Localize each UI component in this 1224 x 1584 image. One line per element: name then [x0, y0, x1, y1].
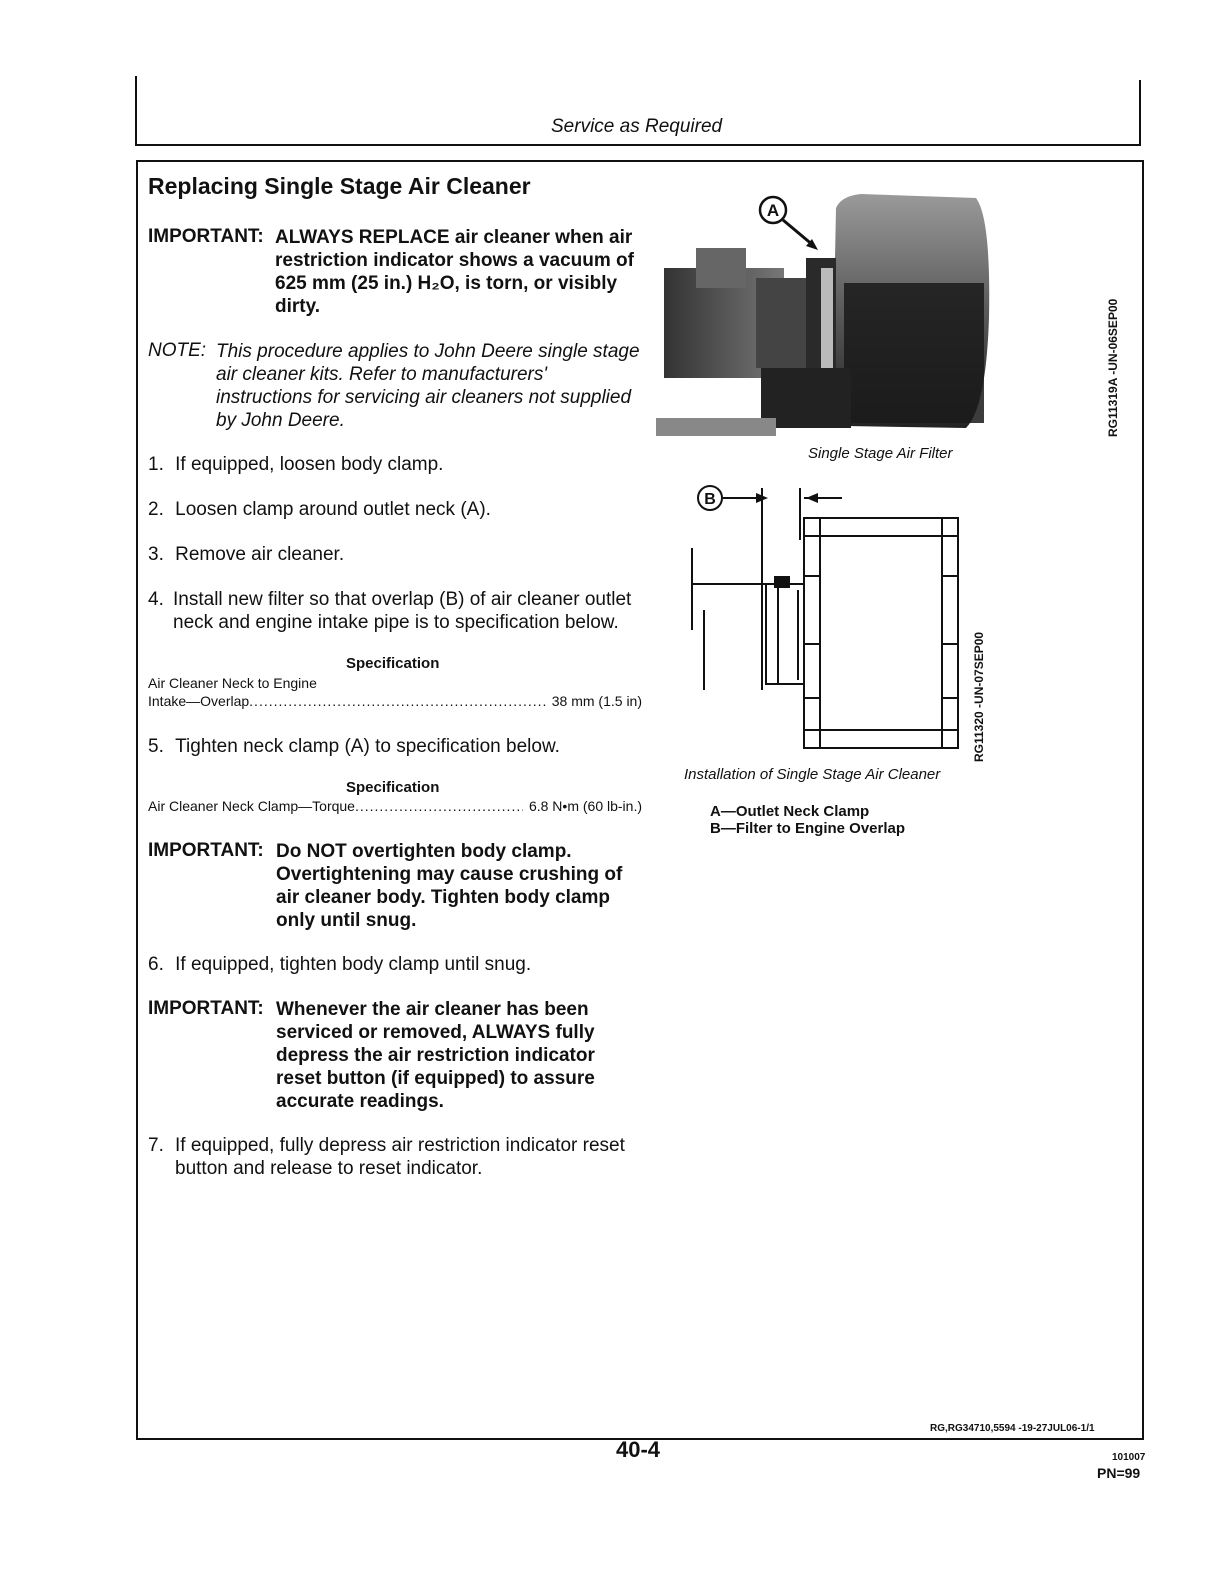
step-3: [148, 543, 344, 566]
step-text: Tighten neck clamp (A) to specification below.: [175, 736, 560, 757]
diagram-caption: Installation of Single Stage Air Cleaner: [684, 766, 941, 783]
important-line: restriction indicator shows a vacuum of: [275, 250, 634, 271]
important-line: air cleaner body. Tighten body clamp: [276, 887, 610, 908]
important-line: Do NOT overtighten body clamp.: [276, 841, 572, 862]
step-text: [175, 1134, 655, 1180]
step-line: neck and engine intake pipe is to specification below.: [173, 612, 619, 633]
air-filter-photo-image: [656, 188, 996, 440]
page-number: 40-4: [616, 1437, 661, 1462]
note-line: instructions for servicing air cleaners not supplied: [216, 387, 632, 408]
leader-dots: [249, 693, 546, 709]
important-line: Overtightening may cause crushing of: [276, 864, 623, 885]
important-line: serviced or removed, ALWAYS fully: [276, 1022, 595, 1043]
step-text: Remove air cleaner.: [175, 544, 345, 565]
air-filter-photo: [656, 188, 996, 440]
step-number: 4.: [148, 589, 164, 610]
spec-row: [148, 693, 642, 709]
step-text: Loosen clamp around outlet neck (A).: [175, 499, 491, 520]
note-line: air cleaner kits. Refer to manufacturers': [216, 364, 547, 385]
important-line: dirty.: [275, 296, 321, 317]
photo-callout-label: A: [766, 201, 780, 220]
step-number: 1.: [148, 454, 164, 475]
step-7: [148, 1134, 625, 1179]
step-1: [148, 453, 443, 476]
important-line: accurate readings.: [276, 1091, 444, 1112]
header-left-rule: [135, 76, 137, 146]
spec-value: 6.8 N•m (60 lb-in.): [528, 798, 642, 814]
page-header-title: Service as Required: [551, 116, 723, 137]
note-line: by John Deere.: [216, 410, 345, 431]
figure-legend: [710, 803, 905, 837]
important-label: IMPORTANT:: [148, 998, 264, 1019]
spec-row: [148, 798, 642, 814]
spec-line: Air Cleaner Neck to Engine: [148, 675, 317, 691]
step-number: 5.: [148, 736, 164, 757]
photo-figure-id: RG11319A -UN-06SEP00: [1106, 298, 1120, 437]
installation-diagram: [686, 480, 966, 755]
important-line: depress the air restriction indicator: [276, 1045, 595, 1066]
step-5: [148, 735, 560, 758]
step-text: If equipped, tighten body clamp until snug.: [175, 954, 532, 975]
step-line: If equipped, fully depress air restriction indicator reset: [175, 1135, 625, 1156]
spec-label: Air Cleaner Neck Clamp—Torque: [148, 798, 355, 814]
step-2: [148, 498, 491, 521]
section-title: Replacing Single Stage Air Cleaner: [148, 173, 531, 199]
important-text: [276, 998, 646, 1113]
important-line: reset button (if equipped) to assure: [276, 1068, 595, 1089]
important-line: 625 mm (25 in.) H₂O, is torn, or visibly: [275, 273, 618, 294]
leader-dots: [355, 798, 523, 814]
important-line: ALWAYS REPLACE air cleaner when air: [275, 227, 633, 248]
footer-code: 101007: [1112, 1452, 1146, 1463]
step-line: button and release to reset indicator.: [175, 1158, 483, 1179]
note-line: This procedure applies to John Deere single stage: [216, 341, 640, 362]
step-number: 6.: [148, 954, 164, 975]
document-id: RG,RG34710,5594 -19-27JUL06-1/1: [930, 1423, 1095, 1434]
step-number: 2.: [148, 499, 164, 520]
important-line: Whenever the air cleaner has been: [276, 999, 589, 1020]
pn-number: PN=99: [1097, 1465, 1141, 1481]
photo-caption: Single Stage Air Filter: [808, 445, 953, 462]
note-label: NOTE:: [148, 340, 207, 361]
important-text: [276, 840, 646, 932]
diagram-callout-label: B: [704, 491, 716, 508]
installation-diagram-image: [686, 480, 966, 755]
step-text: If equipped, loosen body clamp.: [175, 454, 444, 475]
spec-title: Specification: [346, 779, 440, 796]
important-text: [275, 226, 645, 318]
header-right-rule: [1139, 80, 1141, 146]
step-line: Install new filter so that overlap (B) of air cleaner outlet: [173, 589, 632, 610]
step-text: [173, 588, 653, 634]
step-6: [148, 953, 531, 976]
legend-item: A—Outlet Neck Clamp: [710, 803, 870, 820]
header-bottom-rule: [135, 144, 1141, 146]
spec-title: Specification: [346, 655, 440, 672]
diagram-figure-id: RG11320 -UN-07SEP00: [972, 631, 986, 762]
spec-label: Intake—Overlap: [148, 693, 250, 709]
legend-item: B—Filter to Engine Overlap: [710, 820, 906, 837]
important-label: IMPORTANT:: [148, 226, 264, 247]
step-4: [148, 588, 632, 633]
important-label: IMPORTANT:: [148, 840, 264, 861]
spec-value: 38 mm (1.5 in): [551, 693, 642, 709]
step-number: 7.: [148, 1135, 164, 1156]
step-number: 3.: [148, 544, 164, 565]
note-text: [216, 340, 656, 432]
important-line: only until snug.: [276, 910, 417, 931]
